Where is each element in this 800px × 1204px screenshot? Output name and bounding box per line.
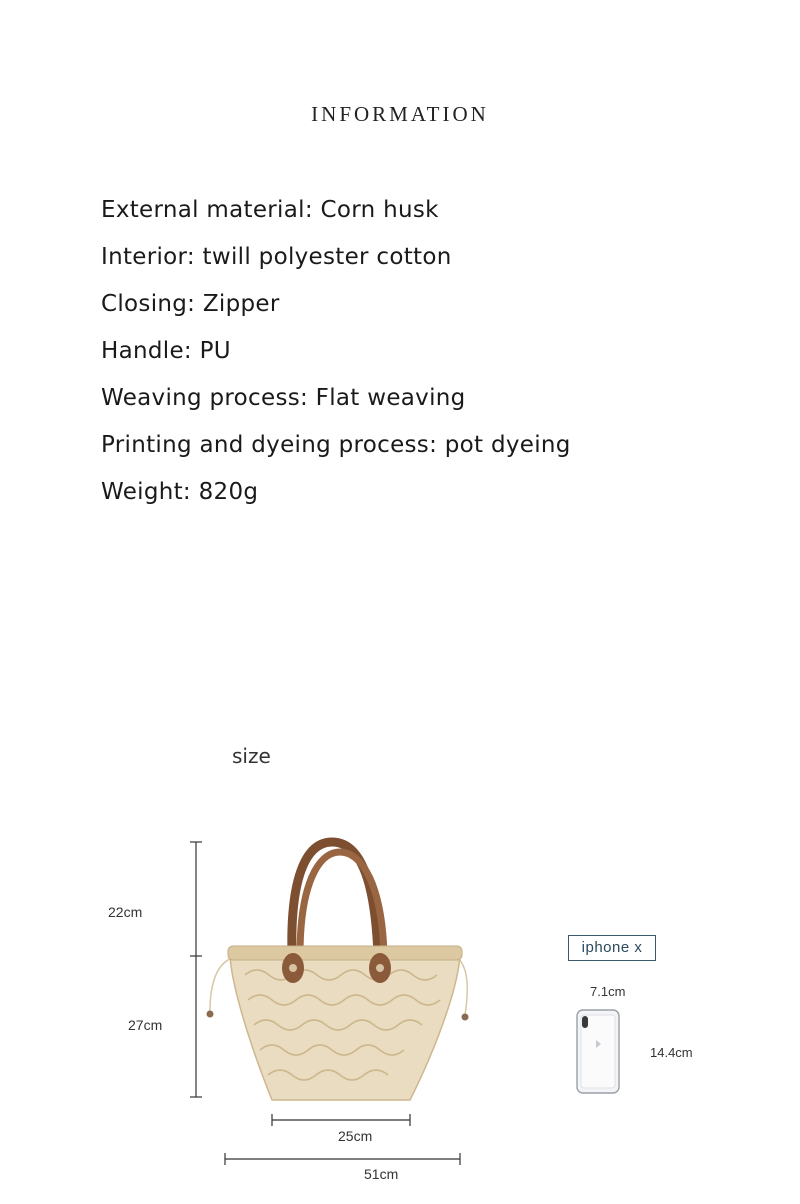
- top-width-line: [225, 1153, 460, 1165]
- size-heading: size: [232, 744, 271, 768]
- phone-width-label: 7.1cm: [590, 984, 626, 999]
- straw-bag-image: [207, 842, 469, 1100]
- handle-height-label: 22cm: [108, 904, 143, 920]
- spec-item-handle: Handle: PU: [101, 338, 231, 364]
- spec-item-closing: Closing: Zipper: [101, 291, 280, 317]
- bag-height-label: 27cm: [128, 1017, 163, 1033]
- iphone-model-badge: iphone x: [568, 935, 656, 961]
- base-width-line: [272, 1114, 410, 1126]
- spec-item-dyeing: Printing and dyeing process: pot dyeing: [101, 432, 571, 458]
- spec-item-interior: Interior: twill polyester cotton: [101, 244, 452, 270]
- page-title: INFORMATION: [311, 102, 489, 122]
- iphone-image: [577, 1010, 619, 1093]
- spec-item-weaving: Weaving process: Flat weaving: [101, 385, 466, 411]
- phone-height-label: 14.4cm: [650, 1045, 693, 1060]
- spec-item-weight: Weight: 820g: [101, 479, 259, 505]
- base-width-label: 25cm: [338, 1128, 373, 1144]
- spec-item-material: External material: Corn husk: [101, 197, 439, 223]
- vertical-dimension-line: [190, 842, 202, 1097]
- top-width-label: 51cm: [364, 1166, 399, 1182]
